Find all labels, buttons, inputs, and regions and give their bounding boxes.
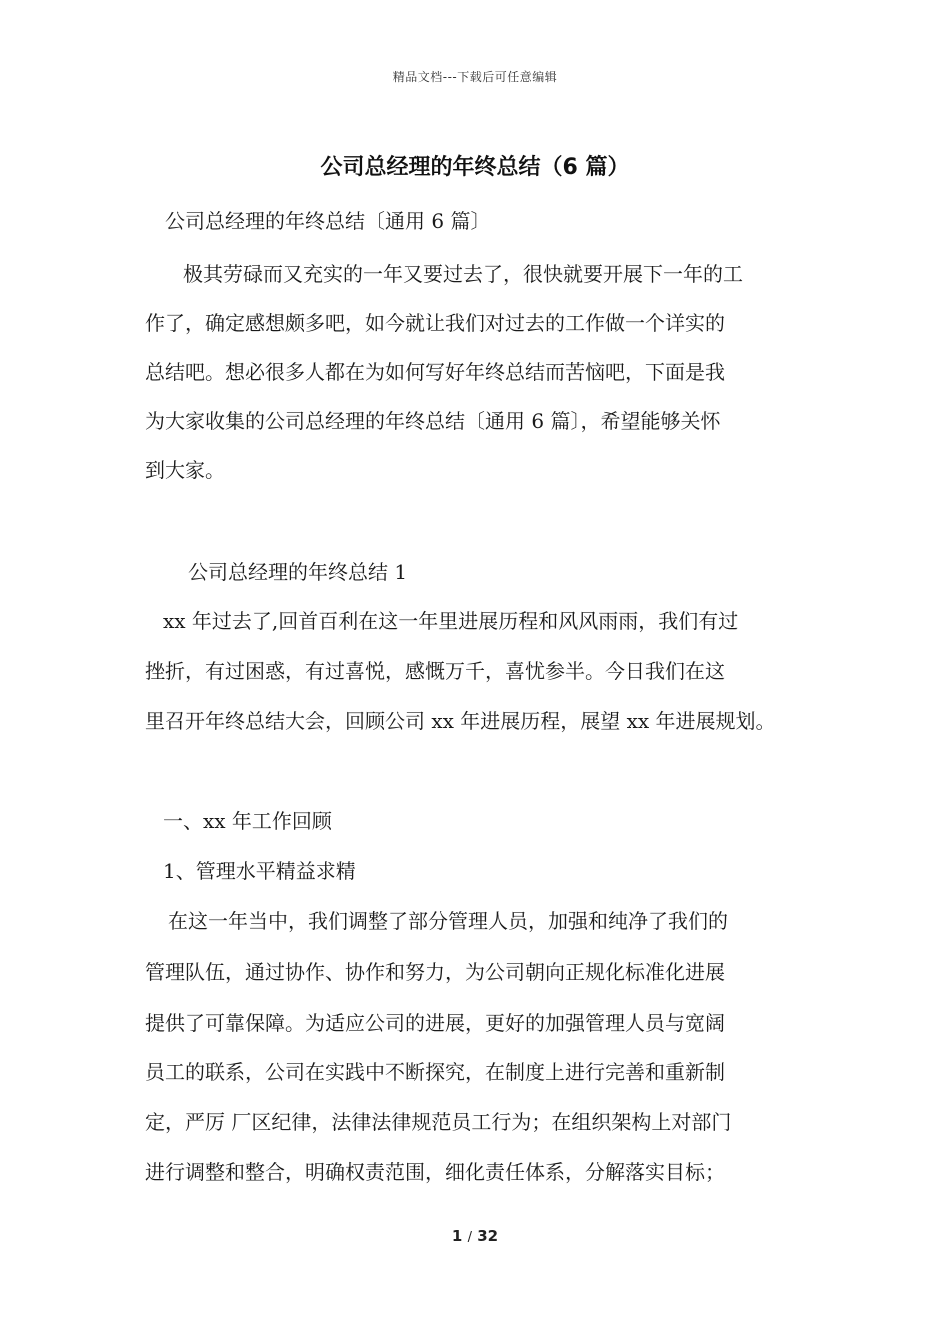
body-line: 员工的联系，公司在实践中不断探究，在制度上进行完善和重新制 <box>145 1060 725 1084</box>
section-heading: 公司总经理的年终总结 1 <box>188 560 408 584</box>
intro-line: 总结吧。想必很多人都在为如何写好年终总结而苦恼吧，下面是我 <box>145 360 725 384</box>
document-title: 公司总经理的年终总结（6 篇） <box>320 155 630 180</box>
intro-line: 为大家收集的公司总经理的年终总结〔通用 6 篇〕，希望能够关怀 <box>145 409 721 433</box>
intro-line: 到大家。 <box>145 458 225 482</box>
page-separator: / <box>467 1230 472 1245</box>
body-line: 在这一年当中，我们调整了部分管理人员，加强和纯净了我们的 <box>168 909 728 933</box>
part-heading: 一、xx 年工作回顾 <box>163 809 332 833</box>
body-line: 管理队伍，通过协作、协作和努力，为公司朝向正规化标准化进展 <box>145 960 725 984</box>
body-line: 进行调整和整合，明确权责范围，细化责任体系，分解落实目标； <box>145 1160 725 1184</box>
sub-heading: 1、管理水平精益求精 <box>163 859 356 883</box>
body-line: 定，严厉 厂区纪律，法律法律规范员工行为；在组织架构上对部门 <box>145 1110 732 1134</box>
body-line: 提供了可靠保障。为适应公司的进展，更好的加强管理人员与宽阔 <box>145 1011 725 1035</box>
page-number <box>0 1227 950 1245</box>
current-page-number: 1 <box>451 1227 463 1245</box>
intro-line: 作了，确定感想颇多吧，如今就让我们对过去的工作做一个详实的 <box>145 311 725 335</box>
total-page-count: 32 <box>477 1227 499 1245</box>
intro-line: 极其劳碌而又充实的一年又要过去了，很快就要开展下一年的工 <box>183 262 743 286</box>
section-line: 挫折，有过困惑，有过喜悦，感慨万千，喜忧参半。今日我们在这 <box>145 659 725 683</box>
header-note: 精品文档---下载后可任意编辑 <box>392 70 558 84</box>
section-line: 里召开年终总结大会，回顾公司 xx 年进展历程，展望 xx 年进展规划。 <box>145 709 776 733</box>
section-line: xx 年过去了,回首百利在这一年里进展历程和风风雨雨，我们有过 <box>163 609 739 633</box>
document-subtitle: 公司总经理的年终总结〔通用 6 篇〕 <box>165 209 491 233</box>
